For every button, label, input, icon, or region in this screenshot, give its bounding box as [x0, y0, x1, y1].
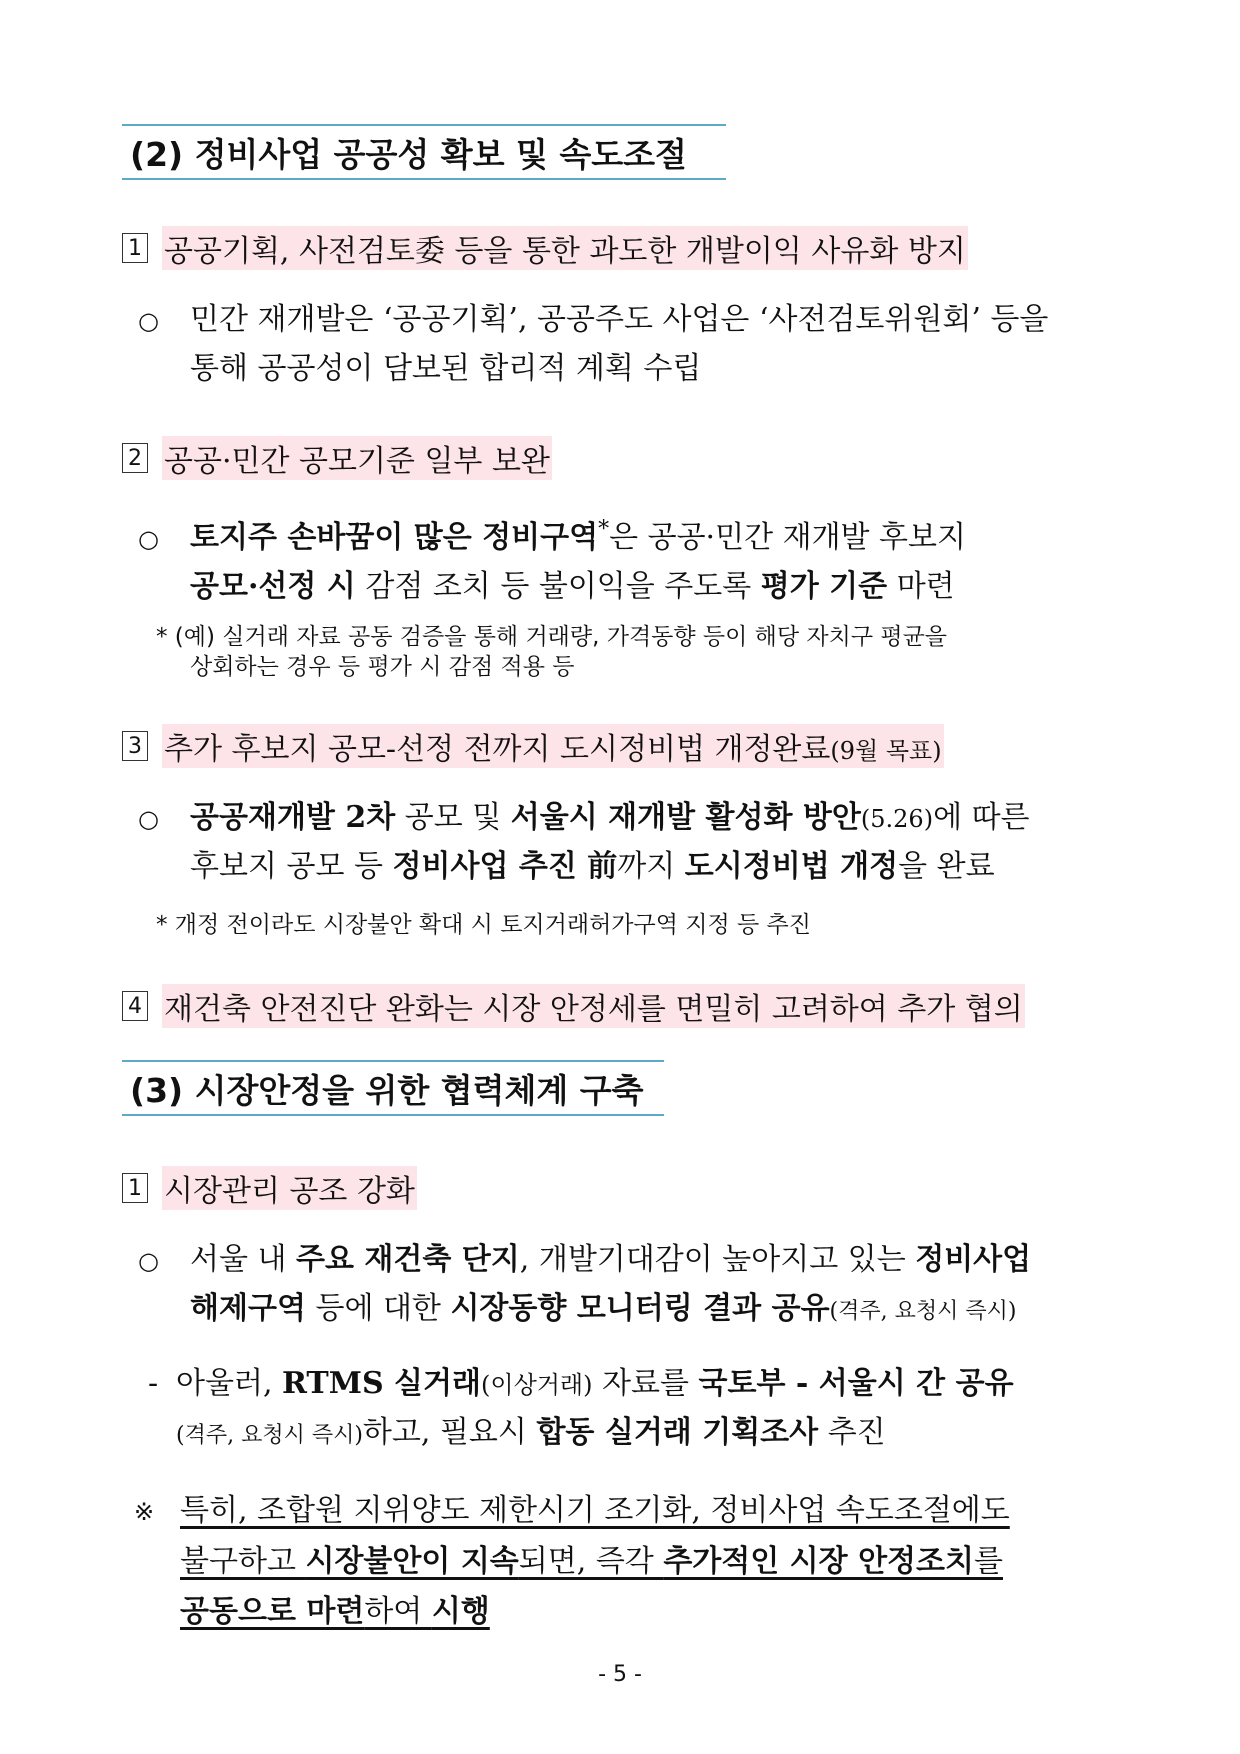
- section-2-title: (2) 정비사업 공공성 확보 및 속도조절: [130, 134, 687, 174]
- remark-text: 공동으로 마련: [180, 1594, 365, 1629]
- dash-text: 국토부 - 서울시 간 공유: [698, 1366, 1014, 1401]
- bullet-text: 정비사업 추진 前: [392, 849, 618, 884]
- subsection-2-2: [122, 436, 552, 480]
- bullet-text: 공공재개발 2차: [190, 800, 396, 835]
- subsection-title: 재건축 안전진단 완화는 시장 안정세를 면밀히 고려하여 추가 협의: [162, 984, 1025, 1028]
- subsection-title: 공공기획, 사전검토委 등을 통한 과도한 개발이익 사유화 방지: [162, 226, 968, 270]
- remark-text: 시행: [431, 1594, 490, 1629]
- bullet-text: (5.26): [860, 805, 934, 833]
- bullet-text: 공모·선정 시: [190, 569, 356, 604]
- subsection-number: 1: [122, 233, 148, 263]
- subsection-2-1: [122, 226, 968, 270]
- bullet-2-2: [138, 506, 966, 611]
- page-number: - 5 -: [598, 1662, 642, 1687]
- bullet-text: 에 따른: [933, 800, 1030, 835]
- dash-mark: -: [148, 1366, 159, 1401]
- bullet-text: 등에 대한: [305, 1291, 451, 1326]
- bullet-text: 서울 내: [190, 1242, 297, 1277]
- remark-text: 시장불안이 지속: [305, 1544, 519, 1579]
- note-text: 상회하는 경우 등 평가 시 감점 적용 등: [190, 654, 575, 680]
- bullet-mark: ○: [138, 525, 159, 553]
- bullet-text: , 개발기대감이 높아지고 있는: [519, 1242, 916, 1277]
- bullet-text: 도시정비법 개정: [684, 849, 899, 884]
- subsection-number: 3: [122, 731, 148, 761]
- section-3-title: (3) 시장안정을 위한 협력체계 구축: [130, 1070, 644, 1110]
- note-text: * (예) 실거래 자료 공동 검증을 통해 거래량, 가격동향 등이 해당 자치구 평균을: [156, 624, 948, 650]
- bullet-mark: ○: [138, 805, 159, 833]
- bullet-text: 까지: [617, 849, 685, 884]
- subsection-number: 4: [122, 991, 148, 1021]
- dash-text: 합동 실거래 기획조사: [536, 1415, 819, 1450]
- bullet-2-1: [138, 296, 1048, 393]
- bullet-text: 평가 기준: [760, 569, 888, 604]
- remark-3: [134, 1486, 1010, 1637]
- remark-text: 불구하고: [180, 1544, 306, 1579]
- bullet-text: 감점 조치 등 불이익을 주도록: [355, 569, 761, 604]
- footnote-marker: *: [598, 517, 610, 542]
- bullet-text: 후보지 공모 등: [190, 849, 393, 884]
- dash-text: RTMS 실거래: [282, 1366, 482, 1401]
- dash-text: 추진: [818, 1415, 886, 1450]
- subsection-number: 2: [122, 443, 148, 473]
- bullet-text: 서울시 재개발 활성화 방안: [510, 800, 861, 835]
- subsection-title-text: 추가 후보지 공모-선정 전까지 도시정비법 개정완료: [164, 732, 831, 767]
- remark-text: 특히, 조합원 지위양도 제한시기 조기화, 정비사업 속도조절에도: [180, 1493, 1010, 1528]
- bullet-mark: ○: [138, 1247, 159, 1275]
- note-2-3: [156, 910, 811, 940]
- bullet-text: 공모 및: [395, 800, 511, 835]
- remark-mark: ※: [134, 1498, 155, 1526]
- subsection-number: 1: [122, 1173, 148, 1203]
- remark-text: 를: [974, 1544, 1003, 1579]
- bullet-text: 통해 공공성이 담보된 합리적 계획 수립: [190, 351, 702, 386]
- subsection-3-1: [122, 1166, 417, 1210]
- bullet-text: 은 공공·민간 재개발 후보지: [609, 520, 967, 555]
- note-2-2: [156, 622, 947, 682]
- note-text: * 개정 전이라도 시장불안 확대 시 토지거래허가구역 지정 등 추진: [156, 912, 811, 938]
- section-2-heading: [122, 124, 726, 180]
- bullet-text: 민간 재개발은 ‘공공기획’, 공공주도 사업은 ‘사전검토위원회’ 등을: [190, 302, 1049, 337]
- dash-text: 하고, 필요시: [362, 1415, 537, 1450]
- bullet-3-1: [138, 1236, 1031, 1336]
- remark-text: 되면, 즉각: [518, 1544, 664, 1579]
- subsection-2-3: [122, 724, 944, 768]
- dash-text: 자료를: [592, 1366, 699, 1401]
- bullet-text: 시장동향 모니터링 결과 공유: [450, 1291, 830, 1326]
- remark-text: 하여: [364, 1594, 432, 1629]
- bullet-text: (격주, 요청시 즉시): [829, 1299, 1017, 1324]
- bullet-text: 토지주 손바꿈이 많은 정비구역: [190, 520, 599, 555]
- subsection-2-4: [122, 984, 1025, 1028]
- dash-text: (격주, 요청시 즉시): [176, 1423, 363, 1448]
- dash-3-1: [148, 1360, 1014, 1460]
- dash-text: (이상거래): [481, 1371, 593, 1399]
- bullet-text: 마련: [887, 569, 955, 604]
- bullet-text: 주요 재건축 단지: [296, 1242, 520, 1277]
- subsection-title-target: (9월 목표): [830, 737, 942, 765]
- subsection-title: 공공·민간 공모기준 일부 보완: [162, 436, 552, 480]
- subsection-title: [162, 724, 944, 768]
- section-3-heading: [122, 1060, 664, 1116]
- bullet-text: 정비사업: [915, 1242, 1032, 1277]
- subsection-title: 시장관리 공조 강화: [162, 1166, 417, 1210]
- bullet-mark: ○: [138, 307, 159, 335]
- bullet-text: 해제구역: [190, 1291, 306, 1326]
- bullet-2-3: [138, 794, 1030, 891]
- bullet-text: 을 완료: [898, 849, 995, 884]
- remark-text: 추가적인 시장 안정조치: [663, 1544, 975, 1579]
- dash-text: 아울러,: [176, 1366, 283, 1401]
